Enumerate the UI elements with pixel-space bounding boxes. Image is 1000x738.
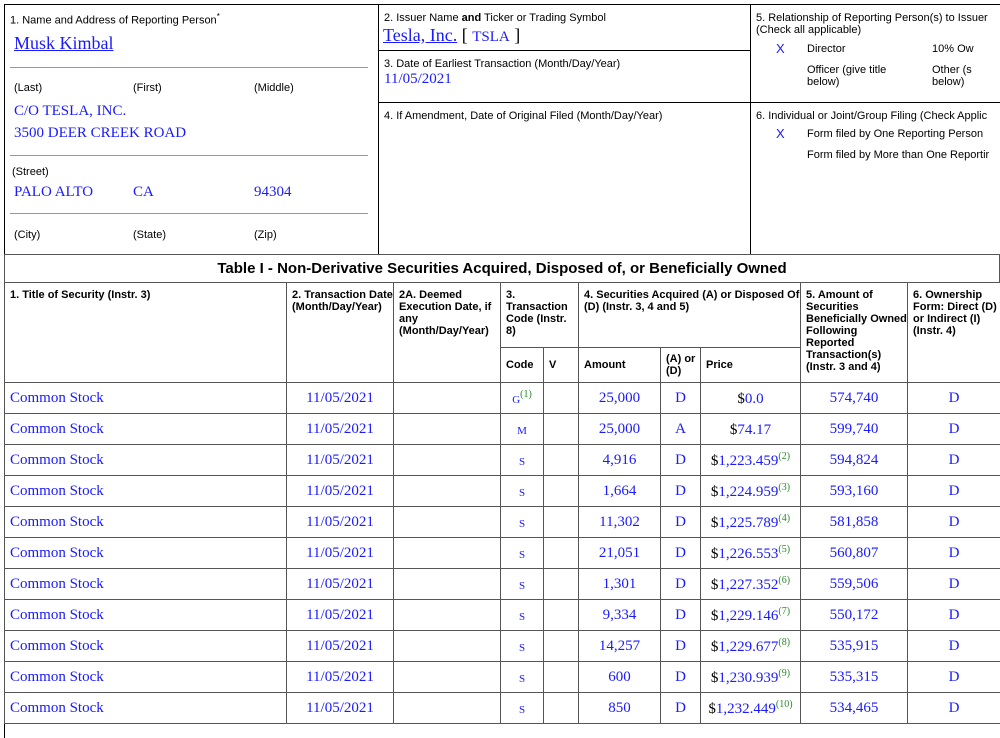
table-row bbox=[5, 476, 1000, 507]
a-or-d-cell: D bbox=[661, 538, 701, 569]
issuer-line bbox=[383, 25, 520, 46]
col-code-header: 3. Transaction Code (Instr. 8) bbox=[501, 283, 579, 348]
transaction-date: 11/05/2021 bbox=[287, 476, 394, 507]
owned-cell: 560,807 bbox=[801, 538, 908, 569]
a-or-d-cell: D bbox=[661, 662, 701, 693]
table-title: Table I - Non-Derivative Securities Acquired, Disposed of, or Beneficially Owned bbox=[4, 254, 1000, 282]
v-cell bbox=[544, 538, 579, 569]
security-title-link[interactable]: Common Stock bbox=[10, 668, 104, 685]
other-label: Other (s below) bbox=[932, 64, 972, 88]
table-row bbox=[5, 507, 1000, 538]
ownership-form-cell: D bbox=[908, 507, 1000, 538]
table-body bbox=[5, 383, 1000, 724]
amount-cell: 25,000 bbox=[579, 414, 661, 445]
a-or-d-cell: D bbox=[661, 476, 701, 507]
a-or-d-cell: D bbox=[661, 693, 701, 724]
security-title-link[interactable]: Common Stock bbox=[10, 544, 104, 561]
box1-label: 1. Name and Address of Reporting Person* bbox=[10, 12, 220, 27]
price-footnote[interactable]: (8) bbox=[778, 636, 791, 648]
address-line2: 3500 DEER CREEK ROAD bbox=[14, 125, 187, 141]
owned-cell: 534,465 bbox=[801, 693, 908, 724]
table-row bbox=[5, 383, 1000, 414]
v-cell bbox=[544, 631, 579, 662]
ownership-form-cell: D bbox=[908, 476, 1000, 507]
amount-cell: 1,664 bbox=[579, 476, 661, 507]
ownership-form-cell: D bbox=[908, 445, 1000, 476]
table-row bbox=[5, 600, 1000, 631]
state-value: CA bbox=[133, 184, 154, 200]
price-footnote[interactable]: (3) bbox=[778, 481, 791, 493]
city-label: (City) bbox=[14, 229, 41, 241]
transaction-date: 11/05/2021 bbox=[287, 631, 394, 662]
table-row bbox=[5, 631, 1000, 662]
table-row bbox=[5, 662, 1000, 693]
owned-cell: 550,172 bbox=[801, 600, 908, 631]
price-footnote[interactable]: (10) bbox=[775, 698, 793, 710]
v-cell bbox=[544, 693, 579, 724]
security-title-link[interactable]: Common Stock bbox=[10, 513, 104, 530]
director-label: Director bbox=[807, 43, 846, 55]
owned-cell: 535,315 bbox=[801, 662, 908, 693]
price-footnote[interactable]: (7) bbox=[778, 605, 791, 617]
transaction-date: 11/05/2021 bbox=[287, 600, 394, 631]
issuer-link[interactable]: Tesla, Inc. bbox=[383, 25, 458, 45]
zip-label: (Zip) bbox=[254, 229, 277, 241]
more-persons-label: Form filed by More than One Reportir bbox=[807, 149, 990, 161]
owned-cell: 593,160 bbox=[801, 476, 908, 507]
transaction-code: S bbox=[501, 445, 544, 476]
deemed-date bbox=[394, 569, 501, 600]
ownership-form-cell: D bbox=[908, 662, 1000, 693]
last-label: (Last) bbox=[14, 82, 43, 94]
col-title-header: 1. Title of Security (Instr. 3) bbox=[5, 283, 287, 383]
price-cell: $1,225.789$^{(4)}$ bbox=[701, 507, 801, 538]
reporting-person-link[interactable]: Musk Kimbal bbox=[14, 33, 114, 53]
transaction-date: 11/05/2021 bbox=[287, 383, 394, 414]
deemed-date bbox=[394, 476, 501, 507]
owned-cell: 574,740 bbox=[801, 383, 908, 414]
city-underline bbox=[10, 213, 368, 214]
amount-cell: 4,916 bbox=[579, 445, 661, 476]
box4-label: 4. If Amendment, Date of Original Filed (Month/Day/Year) bbox=[384, 110, 663, 122]
sub-v: V bbox=[544, 348, 579, 383]
security-title-link[interactable]: Common Stock bbox=[10, 420, 104, 437]
ten-percent-label: 10% Ow bbox=[932, 43, 974, 55]
transaction-code: S bbox=[501, 631, 544, 662]
officer-label: Officer (give title below) bbox=[807, 64, 887, 88]
security-title-link[interactable]: Common Stock bbox=[10, 606, 104, 623]
ownership-form-cell: D bbox=[908, 383, 1000, 414]
name-underline bbox=[10, 67, 368, 68]
amount-cell: 850 bbox=[579, 693, 661, 724]
security-title-link[interactable]: Common Stock bbox=[10, 699, 104, 716]
price-footnote[interactable]: (2) bbox=[778, 450, 791, 462]
security-title-link[interactable]: Common Stock bbox=[10, 637, 104, 654]
ownership-form-cell: D bbox=[908, 538, 1000, 569]
transaction-code: S bbox=[501, 507, 544, 538]
deemed-date bbox=[394, 600, 501, 631]
city-value: PALO ALTO bbox=[14, 184, 94, 200]
security-title-link[interactable]: Common Stock bbox=[10, 482, 104, 499]
col-ownership-header: 6. Ownership Form: Direct (D) or Indirect (I) (Instr. 4) bbox=[908, 283, 1000, 383]
v-cell bbox=[544, 600, 579, 631]
transaction-code: S bbox=[501, 600, 544, 631]
v-cell bbox=[544, 383, 579, 414]
owned-cell: 581,858 bbox=[801, 507, 908, 538]
owned-cell: 559,506 bbox=[801, 569, 908, 600]
v-cell bbox=[544, 662, 579, 693]
price-cell: $1,223.459$^{(2)}$ bbox=[701, 445, 801, 476]
street-label: (Street) bbox=[12, 166, 49, 178]
price-cell: $1,232.449$^{(10)}$ bbox=[701, 693, 801, 724]
price-cell: $1,229.146$^{(7)}$ bbox=[701, 600, 801, 631]
non-derivative-table bbox=[4, 282, 1000, 724]
sub-code: Code bbox=[501, 348, 544, 383]
street-underline bbox=[10, 155, 368, 156]
owned-cell: 594,824 bbox=[801, 445, 908, 476]
transaction-date: 11/05/2021 bbox=[287, 693, 394, 724]
price-cell: $0.0 bbox=[701, 383, 801, 414]
a-or-d-cell: D bbox=[661, 631, 701, 662]
security-title-link[interactable]: Common Stock bbox=[10, 389, 104, 406]
ownership-form-cell: D bbox=[908, 631, 1000, 662]
transaction-date: 11/05/2021 bbox=[287, 445, 394, 476]
table-row bbox=[5, 538, 1000, 569]
owned-cell: 535,915 bbox=[801, 631, 908, 662]
amount-cell: 25,000 bbox=[579, 383, 661, 414]
divider-2 bbox=[750, 4, 751, 254]
deemed-date bbox=[394, 507, 501, 538]
v-cell bbox=[544, 569, 579, 600]
sub-price: Price bbox=[701, 348, 801, 383]
transaction-code: S bbox=[501, 662, 544, 693]
box2-label: 2. Issuer Name and Ticker or Trading Symbol bbox=[384, 12, 606, 24]
a-or-d-cell: A bbox=[661, 414, 701, 445]
table-row bbox=[5, 569, 1000, 600]
transaction-code: G$^{(1)}$ bbox=[501, 383, 544, 414]
a-or-d-cell: D bbox=[661, 445, 701, 476]
owned-cell: 599,740 bbox=[801, 414, 908, 445]
amount-cell: 1,301 bbox=[579, 569, 661, 600]
v-cell bbox=[544, 507, 579, 538]
a-or-d-cell: D bbox=[661, 600, 701, 631]
price-footnote[interactable]: (4) bbox=[778, 512, 791, 524]
ownership-form-cell: D bbox=[908, 693, 1000, 724]
col-securities-header: 4. Securities Acquired (A) or Disposed Of (D) (Instr. 3, 4 and 5) bbox=[579, 283, 801, 348]
col-date-header: 2. Transaction Date (Month/Day/Year) bbox=[287, 283, 394, 383]
deemed-date bbox=[394, 631, 501, 662]
top-border bbox=[4, 4, 1000, 5]
amount-cell: 9,334 bbox=[579, 600, 661, 631]
first-label: (First) bbox=[133, 82, 162, 94]
a-or-d-cell: D bbox=[661, 383, 701, 414]
deemed-date bbox=[394, 445, 501, 476]
transaction-code: S bbox=[501, 569, 544, 600]
state-label: (State) bbox=[133, 229, 167, 241]
box3-bottom bbox=[378, 102, 750, 103]
table-row bbox=[5, 414, 1000, 445]
transaction-code: M bbox=[501, 414, 544, 445]
one-person-label: Form filed by One Reporting Person bbox=[807, 128, 984, 140]
price-cell: $1,224.959$^{(3)}$ bbox=[701, 476, 801, 507]
price-cell: $1,226.553$^{(5)}$ bbox=[701, 538, 801, 569]
earliest-date: 11/05/2021 bbox=[384, 71, 452, 87]
amount-cell: 600 bbox=[579, 662, 661, 693]
amount-cell: 14,257 bbox=[579, 631, 661, 662]
amount-cell: 21,051 bbox=[579, 538, 661, 569]
ticker-close: ] bbox=[514, 25, 521, 45]
deemed-date bbox=[394, 662, 501, 693]
table-row bbox=[5, 693, 1000, 724]
divider-1 bbox=[378, 4, 379, 254]
price-cell: $1,229.677$^{(8)}$ bbox=[701, 631, 801, 662]
sub-a-or-d: (A) or (D) bbox=[661, 348, 701, 383]
box5-bottom bbox=[750, 102, 1000, 103]
v-cell bbox=[544, 476, 579, 507]
deemed-date bbox=[394, 383, 501, 414]
ownership-form-cell: D bbox=[908, 569, 1000, 600]
ticker-symbol: TSLA bbox=[472, 29, 510, 45]
col-amount-owned-header: 5. Amount of Securities Beneficially Owned Following Reported Transaction(s) (Instr. 3 and 4) bbox=[801, 283, 908, 383]
box3-label: 3. Date of Earliest Transaction (Month/Day/Year) bbox=[384, 58, 621, 70]
security-title-link[interactable]: Common Stock bbox=[10, 451, 104, 468]
box6-label: 6. Individual or Joint/Group Filing (Check Applic bbox=[756, 110, 988, 122]
code-footnote[interactable]: (1) bbox=[520, 388, 532, 400]
a-or-d-cell: D bbox=[661, 569, 701, 600]
ownership-form-cell: D bbox=[908, 600, 1000, 631]
transaction-date: 11/05/2021 bbox=[287, 569, 394, 600]
one-person-mark: X bbox=[776, 126, 785, 141]
transaction-date: 11/05/2021 bbox=[287, 414, 394, 445]
price-cell: $1,230.939$^{(9)}$ bbox=[701, 662, 801, 693]
price-footnote[interactable]: (6) bbox=[778, 574, 791, 586]
zip-value: 94304 bbox=[254, 184, 292, 200]
table-row bbox=[5, 445, 1000, 476]
table-container bbox=[4, 282, 1000, 724]
amount-cell: 11,302 bbox=[579, 507, 661, 538]
box2-bottom bbox=[378, 50, 750, 51]
transaction-code: S bbox=[501, 693, 544, 724]
box5-label: 5. Relationship of Reporting Person(s) to Issuer (Check all applicable) bbox=[756, 12, 988, 36]
deemed-date bbox=[394, 693, 501, 724]
col-deemed-header: 2A. Deemed Execution Date, if any (Month/Day/Year) bbox=[394, 283, 501, 383]
sub-amount: Amount bbox=[579, 348, 661, 383]
price-footnote[interactable]: (9) bbox=[778, 667, 791, 679]
transaction-date: 11/05/2021 bbox=[287, 662, 394, 693]
price-cell: $1,227.352$^{(6)}$ bbox=[701, 569, 801, 600]
transaction-date: 11/05/2021 bbox=[287, 507, 394, 538]
price-footnote[interactable]: (5) bbox=[778, 543, 791, 555]
v-cell bbox=[544, 445, 579, 476]
v-cell bbox=[544, 414, 579, 445]
a-or-d-cell: D bbox=[661, 507, 701, 538]
ownership-form-cell: D bbox=[908, 414, 1000, 445]
price-cell: $74.17 bbox=[701, 414, 801, 445]
transaction-date: 11/05/2021 bbox=[287, 538, 394, 569]
ticker-open: [ bbox=[461, 25, 468, 45]
address-line1: C/O TESLA, INC. bbox=[14, 103, 127, 119]
transaction-code: S bbox=[501, 476, 544, 507]
security-title-link[interactable]: Common Stock bbox=[10, 575, 104, 592]
transaction-code: S bbox=[501, 538, 544, 569]
director-mark: X bbox=[776, 41, 785, 56]
deemed-date bbox=[394, 538, 501, 569]
middle-label: (Middle) bbox=[254, 82, 294, 94]
deemed-date bbox=[394, 414, 501, 445]
